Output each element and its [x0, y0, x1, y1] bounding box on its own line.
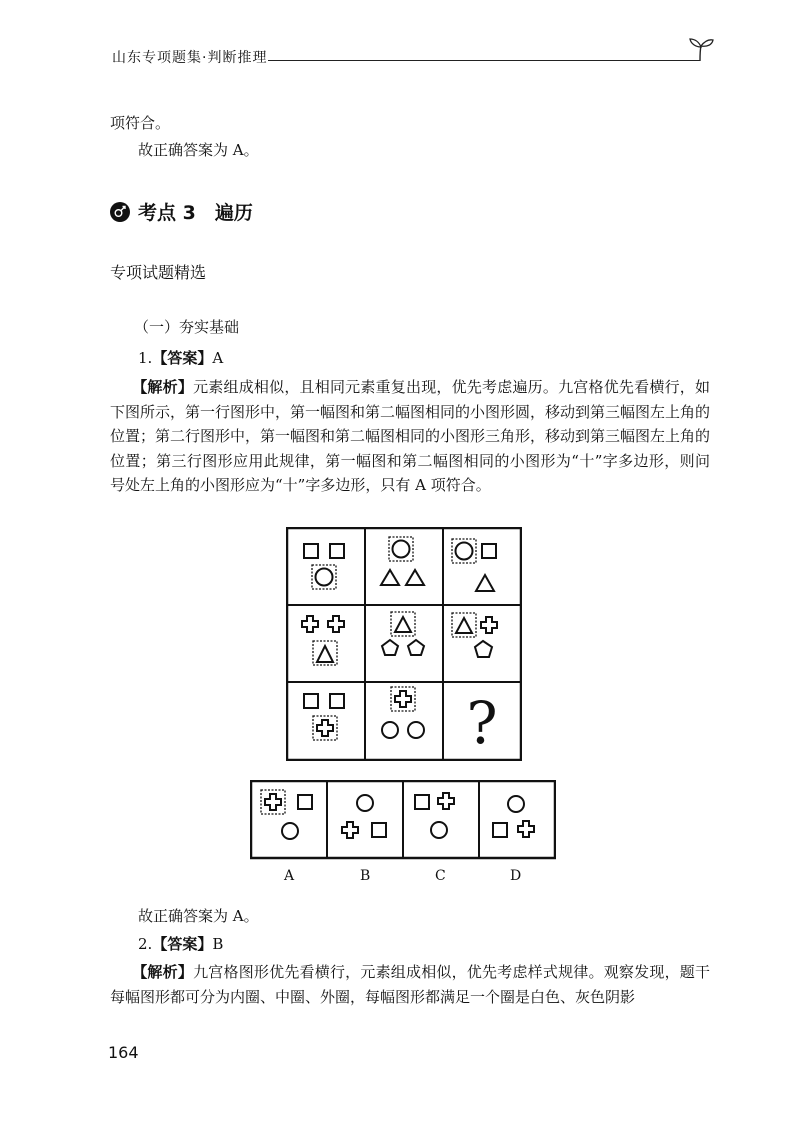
grid-cell-1-1	[304, 544, 344, 589]
grid-cell-3-1	[304, 694, 344, 740]
q2-answer-value: B	[212, 935, 224, 953]
grid-cell-2-2	[382, 612, 424, 655]
section-title: 考点 3 遍历	[138, 202, 253, 224]
sprout-icon	[686, 34, 716, 64]
q2-number: 2.	[138, 935, 153, 953]
option-label-d: D	[510, 868, 522, 884]
subsection-title: 专项试题精选	[110, 263, 207, 282]
q1-analysis-tag: 【解析】	[132, 378, 194, 396]
q1-analysis	[110, 375, 710, 498]
option-label-a: A	[284, 868, 295, 884]
q2-analysis-text: 九宫格图形优先看横行，元素组成相似，优先考虑样式规律。观察发现，题干每幅图形都可分为内圈、中圈、外圈，每幅图形都满足一个圈是白色、灰色阴影	[110, 963, 710, 1006]
prev-answer-conclusion: 故正确答案为 A。	[138, 141, 259, 159]
grid-cell-3-2	[382, 687, 424, 738]
section-heading	[110, 198, 253, 225]
subsubsection-title: （一）夯实基础	[134, 318, 240, 336]
q2-answer-tag: 【答案】	[152, 935, 213, 953]
option-d-figure	[493, 796, 534, 837]
continued-text: 项符合。	[110, 114, 171, 132]
q1-answer-value: A	[212, 349, 224, 367]
header-rule	[268, 60, 700, 61]
q1-conclusion: 故正确答案为 A。	[138, 907, 259, 925]
option-label-b: B	[360, 868, 371, 884]
q1-analysis-text: 元素组成相似，且相同元素重复出现，优先考虑遍历。九宫格优先看横行，如下图所示，第一行图形中，第一幅图和第二幅图相同的小图形圆，移动到第三幅图左上角的位置；第二行图形中，第一幅图和第二幅图相同的小图形三角形，移动到第三幅图左上角的位置；第三行图形应用此规律，第一幅图和第二幅图相同的小图形为“十”字多边形，则问号处左上角的小图形应为“十”字多边形，只有 A 项符合。	[110, 378, 711, 494]
section-badge-icon	[110, 202, 130, 222]
grid-cell-2-3	[452, 613, 497, 657]
page-number: 164	[108, 1043, 139, 1062]
option-c-figure	[415, 793, 454, 838]
q1-number: 1.	[138, 349, 153, 367]
q2-answer	[138, 933, 223, 954]
grid-cell-1-3	[452, 539, 496, 591]
option-a-figure	[261, 790, 312, 839]
q1-answer	[138, 347, 223, 368]
nine-grid-figure	[286, 527, 522, 761]
question-mark: ?	[466, 689, 498, 757]
q1-answer-tag: 【答案】	[152, 349, 213, 367]
grid-cell-2-1	[302, 616, 344, 665]
options-figure	[250, 780, 556, 860]
option-label-c: C	[435, 868, 446, 884]
q2-analysis	[110, 960, 710, 1009]
option-b-figure	[342, 795, 386, 838]
grid-cell-1-2	[381, 537, 424, 585]
q2-analysis-tag: 【解析】	[132, 963, 194, 981]
running-header-title: 山东专项题集·判断推理	[112, 50, 268, 66]
